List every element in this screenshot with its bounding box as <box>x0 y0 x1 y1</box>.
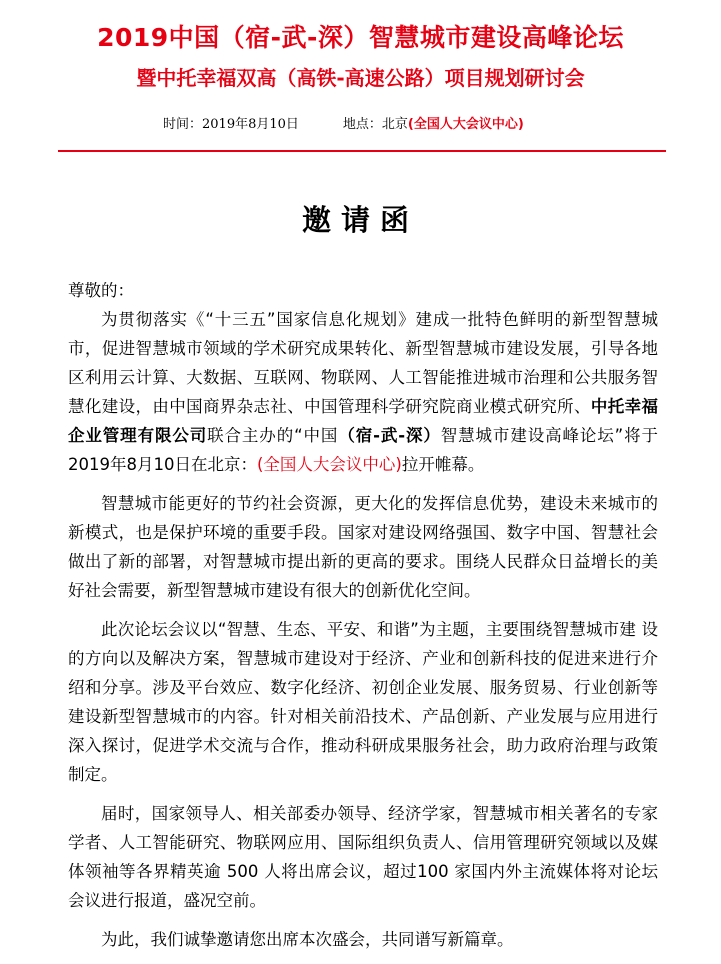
paragraph-1-text-d: 拉开帷幕。 <box>401 455 485 474</box>
event-venue: (全国人大会议中心) <box>407 117 524 132</box>
event-time: 时间：2019年8月10日 <box>163 117 299 132</box>
paragraph-1-text-a: 为贯彻落实《“十三五”国家信息化规划》建成一批特色鲜明的新型智慧城市，促进智慧城市领域的学术研究成果转化、新型智慧城市建设发展，引导各地区利用云计算、大数据、互联网、物联网、人工智能推进城市治理和公共服务智慧化建设，由中国商界杂志社、中国管理科学研究院商业模式研究所、 <box>68 310 658 416</box>
page-title: 2019中国（宿-武-深）智慧城市建设高峰论坛 <box>97 23 624 52</box>
letter-body <box>68 276 658 964</box>
paragraph-5: 为此，我们诚挚邀请您出席本次盛会，共同谱写新篇章。 <box>101 930 514 949</box>
paragraph-2: 智慧城市能更好的节约社会资源，更大化的发挥信息优势，建设未来城市的新模式，也是保护环境的重要手段。国家对建设网络强国、数字中国、智慧社会做出了新的部署，对智慧城市提出新的更高的要求。围绕人民群众日益增长的美好社会需要，新型智慧城市建设有很大的创新优化空间。 <box>68 494 658 600</box>
event-location: 地点：北京 <box>342 117 408 132</box>
paragraph-1-text-b: 联合主办的“中国 <box>207 426 339 445</box>
page-subtitle: 暨中托幸福双高（高铁-高速公路）项目规划研讨会 <box>136 66 585 90</box>
venue-highlight: (全国人大会议中心) <box>257 455 402 474</box>
greeting: 尊敬的： <box>68 281 134 300</box>
event-meta <box>163 113 524 132</box>
paragraph-1-text-c: 智慧城市建设高峰论坛”将于2019年8月10日在北京： <box>68 426 658 474</box>
paragraph-4: 届时，国家领导人、相关部委办领导、经济学家，智慧城市相关著名的专家学者、人工智能研究、物联网应用、国际组织负责人、信用管理研究领域以及媒体领袖等各界精英逾 500 人将出席会议，超过100 家国内外主流媒体将对论坛会议进行报道，盛况空前。 <box>68 804 658 910</box>
forum-cities: （宿-武-深） <box>338 426 441 445</box>
letter-heading: 邀请函 <box>301 203 419 237</box>
header-divider <box>58 150 666 152</box>
paragraph-3: 此次论坛会议以“智慧、生态、平安、和谐”为主题，主要围绕智慧城市建 设的方向以及解决方案，智慧城市建设对于经济、产业和创新科技的促进来进行介绍和分享。涉及平台效应、数字化经济、初创企业发展、服务贸易、行业创新等建设新型智慧城市的内容。针对相关前沿技术、产品创新、产业发展与应用进行深入探讨，促进学术交流与合作，推动科研成果服务社会，助力政府治理与政策制定。 <box>68 620 658 784</box>
paragraph-1 <box>68 305 658 479</box>
organizer-company: 中托幸福企业管理有限公司 <box>68 397 659 445</box>
